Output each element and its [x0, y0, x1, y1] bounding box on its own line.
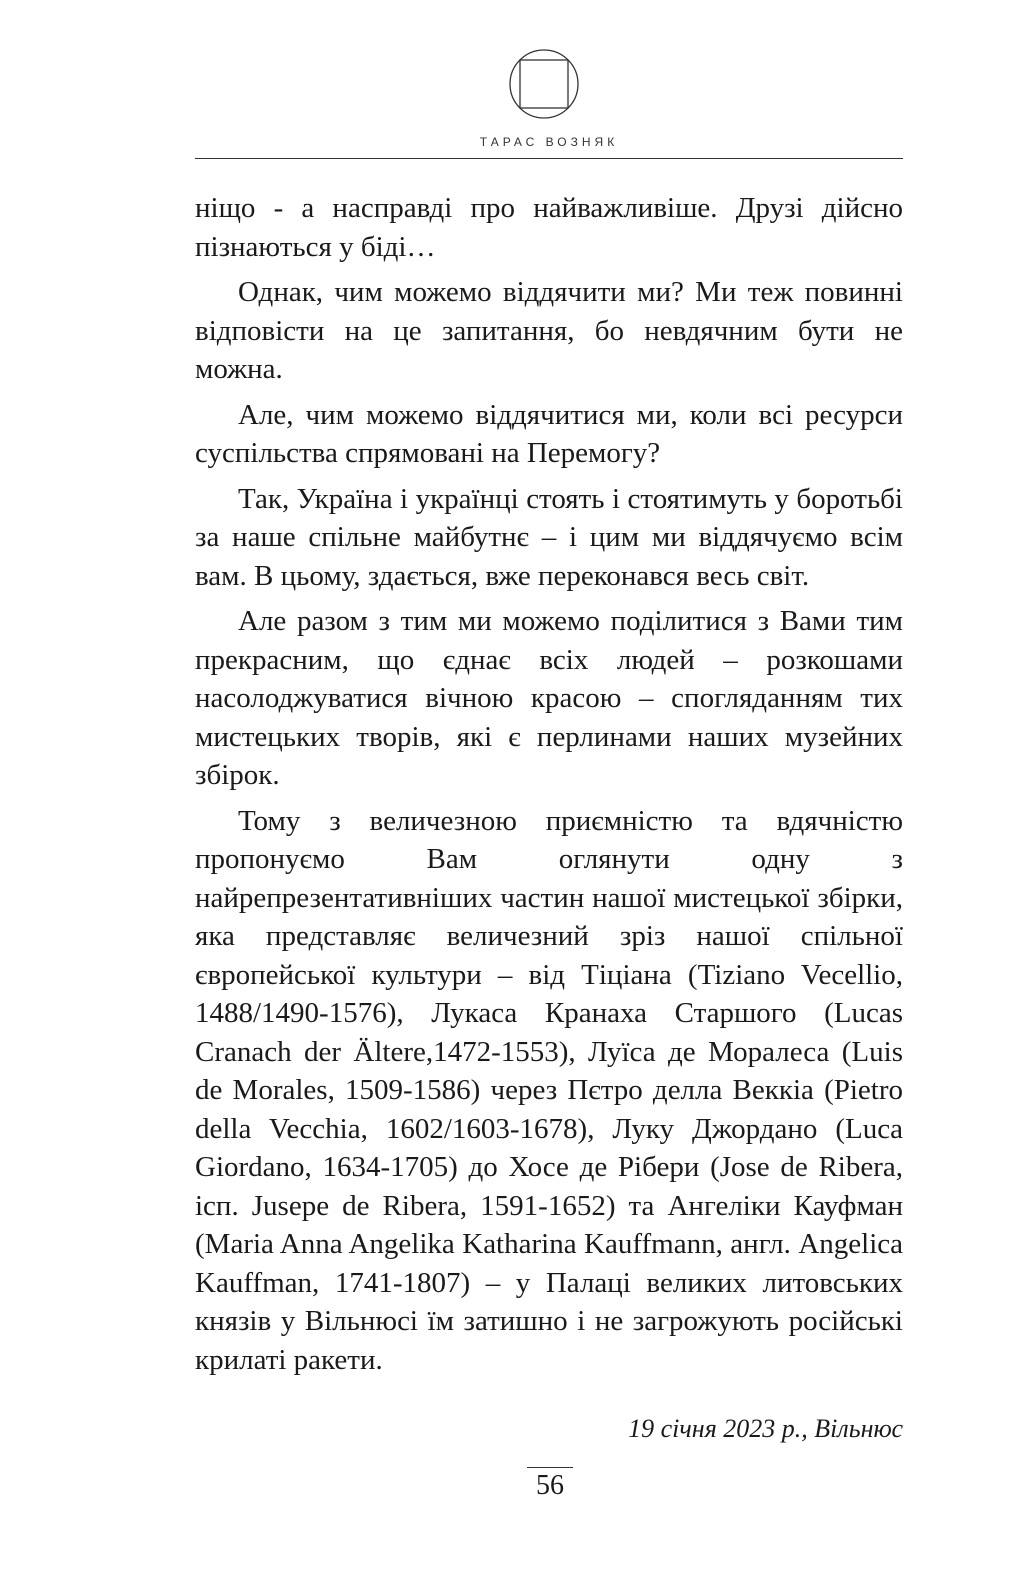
- paragraph-4: Так, Україна i українцi стоять i стоятимуть у боротьбi за наше спiльне майбутнє – i цим ми вiддячуємо всiм вам. В цьому, здається, вже переконався весь свiт.: [195, 482, 903, 592]
- main-text: [195, 189, 903, 1386]
- running-header-title: ТАРАС ВОЗНЯК: [479, 135, 619, 149]
- paragraph-3: Але, чим можемо вiддячитися ми, коли всi ресурси суспiльства спрямованi на Перемогу?: [195, 398, 903, 469]
- paragraph-6: Тому з величезною приємнiстю та вдячнiстю пропонуємо Вам оглянути одну з найрепрезентативнiших частин нашої мистецької збiрки, яка представляє величезний зрiз нашої спiльної європейської культури – вiд Тiцiана (Tiziano Vecellio, 1488/1490-1576), Лукаса Кранаха Старшого (Lucas Cranach der Ältere,1472-1553), Луїса де Моралеса (Luis de Morales, 1509-1586) через Пєтро делла Веккiа (Pietro della Vecchia, 1602/1603-1678), Луку Джордано (Luca Giordano, 1634-1705) до Хосе де Рiбери (Jose de Ribera, iсп. Jusepe de Ribera, 1591-1652) та Ангелiки Кауфман (Maria Anna Angelika Katharina Kauffmann, англ. Angelica Kauffman, 1741-1807) – у Палацi великих литовських князiв у Вiльнюсi їм затишно i не загрожують росiйськi крилатi ракети.: [195, 804, 903, 1376]
- paragraph-2: Однак, чим можемо вiддячити ми? Ми теж повиннi вiдповiсти на це запитання, бо невдячним бути не можна.: [195, 276, 903, 385]
- date-place-signature: 19 сiчня 2023 р., Вiльнюс: [628, 1414, 903, 1443]
- page-number: 56: [536, 1470, 564, 1501]
- paragraph-5: Але разом з тим ми можемо подiлитися з Вами тим прекрасним, що єднає всiх людей – розкошами насолоджуватися вiчною красою – спогляданням тих мистецьких творiв, якi є перлинами наших музейних збiрок.: [195, 605, 903, 791]
- header-divider: [195, 158, 903, 159]
- circle-square-emblem-icon: [508, 48, 580, 120]
- paragraph-1: нiщо - а насправдi про найважливiше. Друзi дiйсно пiзнаються у бiдi…: [195, 192, 903, 263]
